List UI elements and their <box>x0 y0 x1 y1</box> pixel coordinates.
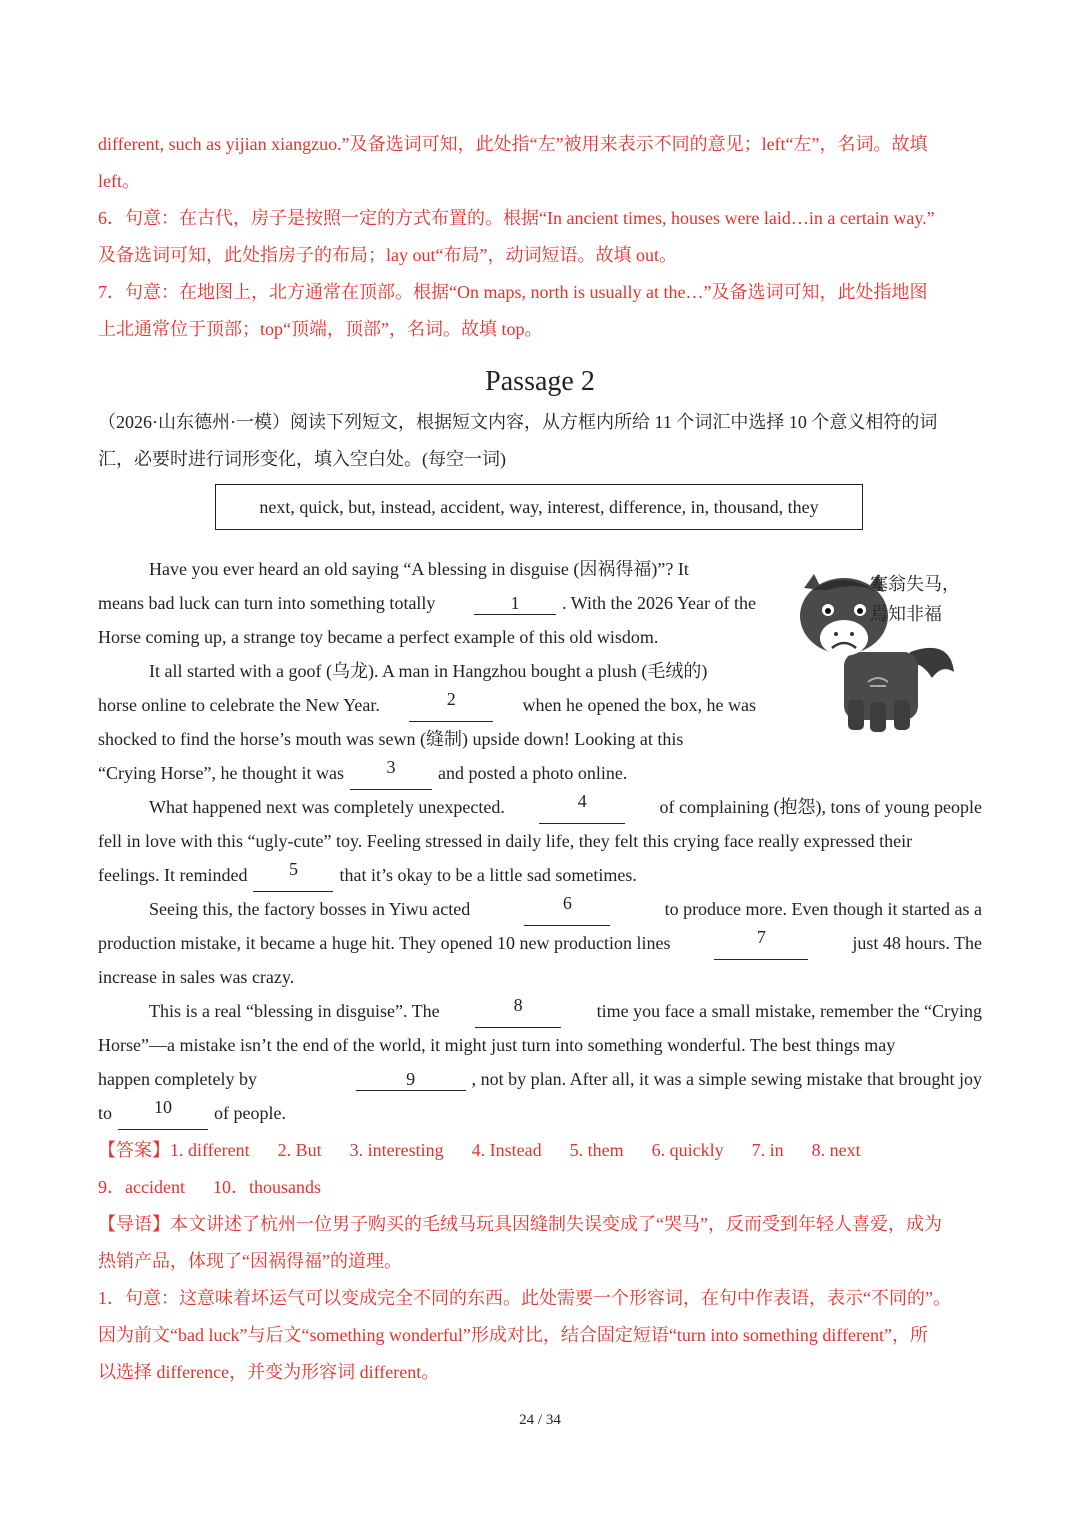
horse-body <box>844 652 918 732</box>
answer-item: 2. But <box>277 1140 322 1160</box>
answer-item: 3. interesting <box>349 1140 444 1160</box>
answer-row <box>98 1132 982 1169</box>
passage-line: What happened next was completely unexpected. 4 of complaining (抱怨), tons of young people <box>98 790 982 824</box>
passage-line: to 10 of people. <box>98 1096 982 1130</box>
passage-line: horse online to celebrate the New Year. 2 when he opened the box, he was <box>98 688 756 722</box>
passage-line: shocked to find the horse’s mouth was sewn (缝制) upside down! Looking at this <box>98 729 684 749</box>
blank-4[interactable]: 4 <box>539 790 625 824</box>
passage-line: production mistake, it became a huge hit. They opened 10 new production lines 7 just 48 hours. The <box>98 926 982 960</box>
answer-item: 6. quickly <box>651 1140 724 1160</box>
blank-2[interactable]: 2 <box>409 688 493 722</box>
passage-line: Have you ever heard an old saying “A blessing in disguise (因祸得福)”? It <box>149 559 689 579</box>
passage-line: It all started with a goof (乌龙). A man in Hangzhou bought a plush (毛绒的) <box>149 661 708 681</box>
answer-item: 7. in <box>751 1140 784 1160</box>
explanation-line: 7．句意：在地图上，北方通常在顶部。根据“On maps, north is usually at the…”及备选词可知，此处指地图 <box>98 282 928 302</box>
answer-item: 10．thousands <box>212 1177 321 1197</box>
explanation-line: 6．句意：在古代，房子是按照一定的方式布置的。根据“In ancient times, houses were laid…in a certain way.” <box>98 208 935 228</box>
explanation-line: 1．句意：这意味着坏运气可以变成完全不同的东西。此处需要一个形容词，在句中作表语，表示“不同的”。 <box>98 1288 951 1308</box>
blank-7[interactable]: 7 <box>714 926 808 960</box>
passage-line: Horse”—a mistake isn’t the end of the world, it might just turn into something wonderful. The best things may <box>98 1035 896 1055</box>
passage-title: Passage 2 <box>485 366 595 397</box>
crying-horse-image <box>782 560 982 738</box>
word-bank-box <box>215 484 863 530</box>
blank-8[interactable]: 8 <box>475 994 561 1028</box>
passage-line: “Crying Horse”, he thought it was 3 and posted a photo online. <box>98 756 756 790</box>
answer-item: 4. Instead <box>471 1140 542 1160</box>
exercise-instructions <box>98 404 982 478</box>
explanation-line: 上北通常位于顶部；top“顶端，顶部”，名词。故填 top。 <box>98 319 543 339</box>
passage-line: increase in sales was crazy. <box>98 967 295 987</box>
blank-9[interactable]: 9 <box>356 1068 466 1091</box>
passage-line: feelings. It reminded 5 that it’s okay to be a little sad sometimes. <box>98 858 982 892</box>
guide-line: 热销产品，体现了“因祸得福”的道理。 <box>98 1251 402 1271</box>
answer-section <box>98 1132 982 1391</box>
page-number: 24 / 34 <box>519 1412 561 1428</box>
answer-item: 5. them <box>569 1140 624 1160</box>
answer-row <box>98 1169 982 1206</box>
blank-5[interactable]: 5 <box>253 858 333 892</box>
answer-item: 1. different <box>170 1140 250 1160</box>
instruction-line: 汇，必要时进行词形变化，填入空白处。(每空一词) <box>98 449 506 469</box>
explanation-line: left。 <box>98 171 140 191</box>
instruction-line: （2026·山东德州·一模）阅读下列短文，根据短文内容，从方框内所给 11 个词汇中选择 10 个意义相符的词 <box>98 412 938 432</box>
blank-10[interactable]: 10 <box>118 1096 208 1130</box>
idiom-line-2: 焉知非福 <box>870 604 942 625</box>
passage-line: Seeing this, the factory bosses in Yiwu acted 6 to produce more. Even though it started as a <box>98 892 982 926</box>
passage-line: happen completely by 9 , not by plan. After all, it was a simple sewing mistake that brought joy <box>98 1069 982 1089</box>
passage-line: This is a real “blessing in disguise”. The 8 time you face a small mistake, remember the “Crying <box>98 994 982 1028</box>
explanation-line: 以选择 difference，并变为形容词 different。 <box>98 1362 440 1382</box>
explanation-line: 及备选词可知，此处指房子的布局；lay out“布局”，动词短语。故填 out。 <box>98 245 677 265</box>
passage-line: fell in love with this “ugly-cute” toy. Feeling stressed in daily life, they felt this crying face really expressed their <box>98 831 913 851</box>
answer-label: 【答案】 <box>98 1140 170 1160</box>
blank-3[interactable]: 3 <box>350 756 432 790</box>
blank-1[interactable]: 1 <box>474 592 556 615</box>
answer-item: 8. next <box>811 1140 861 1160</box>
answer-item: 9．accident <box>98 1177 185 1197</box>
previous-explanation <box>98 126 982 348</box>
document-page <box>98 126 982 1391</box>
word-bank-text: next, quick, but, instead, accident, way, interest, difference, in, thousand, they <box>259 496 819 517</box>
passage-line: Horse coming up, a strange toy became a perfect example of this old wisdom. <box>98 627 659 647</box>
blank-6[interactable]: 6 <box>524 892 610 926</box>
passage-line: means bad luck can turn into something totally 1 . With the 2026 Year of the <box>98 593 756 613</box>
passage-text <box>98 552 982 1130</box>
guide-line: 【导语】本文讲述了杭州一位男子购买的毛绒马玩具因缝制失误变成了“哭马”，反而受到年轻人喜爱，成为 <box>98 1214 942 1234</box>
explanation-line: different, such as yijian xiangzuo.”及备选词可知，此处指“左”被用来表示不同的意见；left“左”，名词。故填 <box>98 134 928 154</box>
explanation-line: 因为前文“bad luck”与后文“something wonderful”形成对比，结合固定短语“turn into something different”，所 <box>98 1325 929 1345</box>
idiom-line-1: 塞翁失马， <box>870 574 960 595</box>
